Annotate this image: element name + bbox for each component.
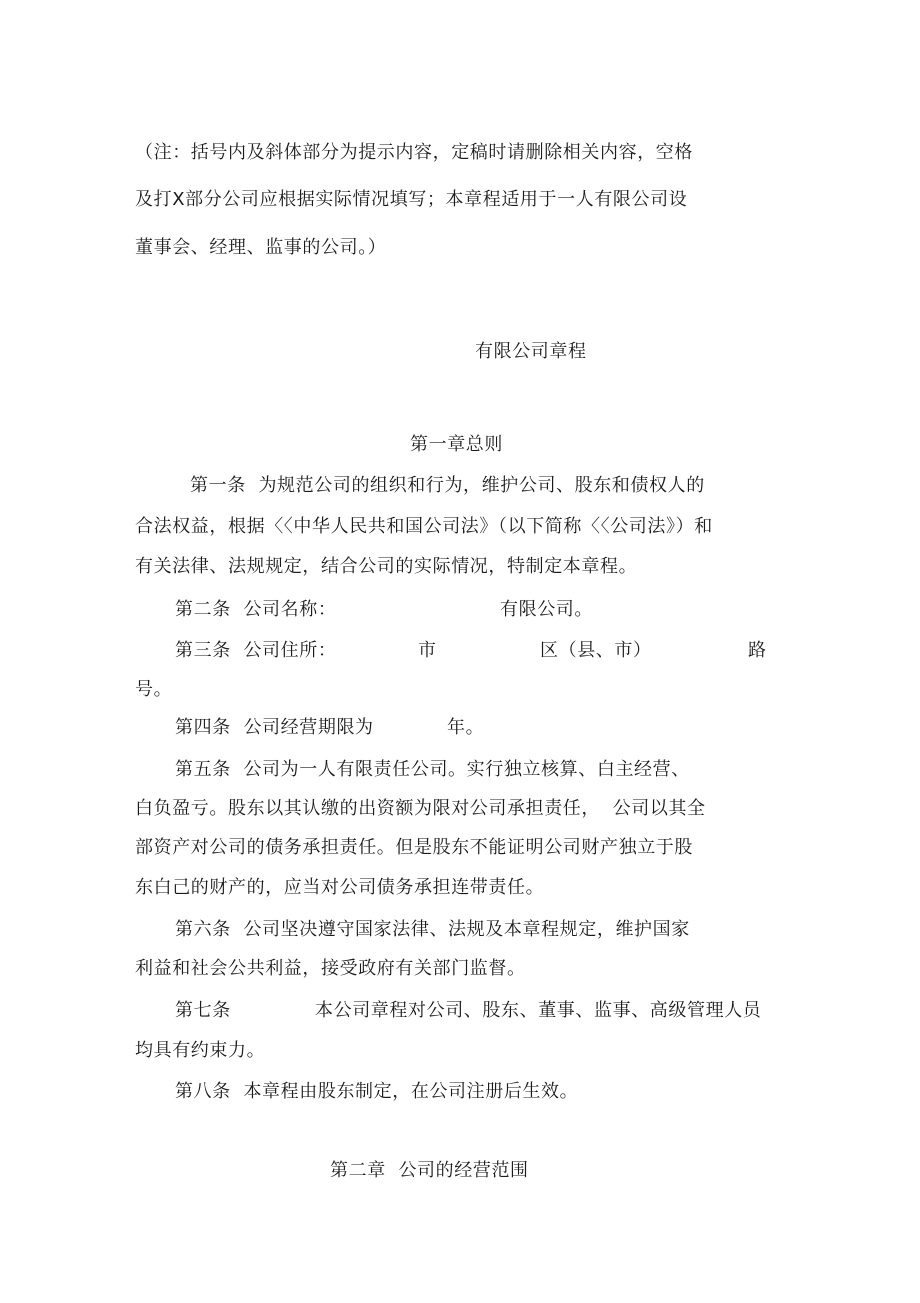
article-4-suffix: 年。 [447, 717, 485, 738]
article-6-line-1: 第六条 公司坚决遵守国家法律、法规及本章程规定，维护国家 [175, 919, 690, 940]
article-7-body: 本公司章程对公司、股东、董事、监事、高级管理人员 [315, 1000, 762, 1021]
note-line-1: （注：括号内及斜体部分为提示内容，定稿时请删除相关内容，空格 [135, 142, 693, 163]
article-2-prefix: 第二条 公司名称： [175, 599, 337, 620]
document-title: 有限公司章程 [475, 341, 587, 362]
article-6-line-2: 利益和社会公共利益，接受政府有关部门监督。 [135, 958, 526, 979]
chapter-2-heading: 第二章 公司的经营范围 [330, 1160, 529, 1181]
article-5-line-2: 白负盈亏。股东以其认缴的出资额为限对公司承担责任， 公司以其全 [135, 798, 706, 819]
article-1-line-1: 第一条 为规范公司的组织和行为，维护公司、股东和债权人的 [190, 475, 705, 496]
article-3-number: 号。 [135, 679, 173, 700]
article-3-district: 区（县、市） [540, 640, 652, 661]
article-3-prefix: 第三条 公司住所： [175, 640, 337, 661]
article-1-line-3: 有关法律、法规规定，结合公司的实际情况，特制定本章程。 [135, 556, 638, 577]
article-5-line-1: 第五条 公司为一人有限责任公司。实行独立核算、白主经营、 [175, 759, 690, 780]
note-line-2: 及打X部分公司应根据实际情况填写；本章程适用于一人有限公司设 [135, 189, 688, 210]
article-1-line-2: 合法权益，根据〈〈中华人民共和国公司法》（以下简称〈〈公司法》）和 [135, 516, 713, 537]
article-7-line-2: 均具有约束力。 [135, 1040, 266, 1061]
article-8-line-1: 第八条 本章程由股东制定，在公司注册后生效。 [175, 1081, 579, 1102]
article-3-city: 市 [418, 640, 437, 661]
article-5-line-4: 东白己的财产的，应当对公司债务承担连带责任。 [135, 877, 545, 898]
article-4-prefix: 第四条 公司经营期限为 [175, 717, 374, 738]
article-2-suffix: 有限公司。 [500, 599, 593, 620]
note-line-3: 董事会、经理、监事的公司。） [135, 237, 387, 258]
article-7-prefix: 第七条 [175, 1000, 231, 1021]
chapter-1-heading: 第一章总则 [410, 434, 503, 455]
article-5-line-3: 部资产对公司的债务承担责任。但是股东不能证明公司财产独立于股 [135, 837, 693, 858]
article-3-road: 路 [748, 640, 767, 661]
